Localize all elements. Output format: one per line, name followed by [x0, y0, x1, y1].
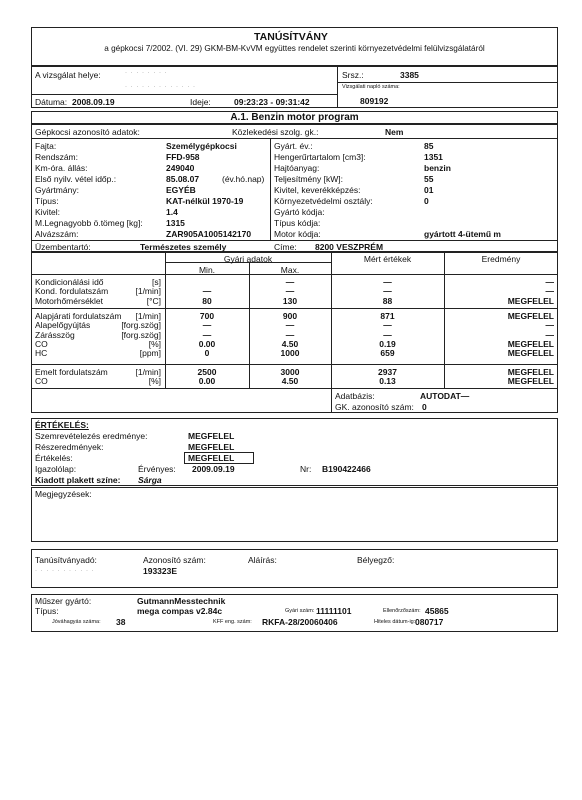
- measure-max-cell: 4.50: [281, 338, 299, 349]
- vehicle-left-value: 249040: [166, 163, 195, 173]
- measure-res-cell: —: [545, 286, 554, 297]
- certificate-label: Igazolólap:: [35, 464, 77, 474]
- visual-inspection-label: Szemrevételezés eredménye:: [35, 431, 148, 441]
- evaluation-title: ÉRTÉKELÉS:: [35, 420, 89, 430]
- stamp-label: Bélyegző:: [357, 555, 395, 565]
- vehicle-right-value: 85: [424, 141, 434, 151]
- vehicle-left-label: Első nyilv. vétel időp.:: [35, 174, 117, 184]
- vehicle-right-value: 0: [424, 196, 429, 206]
- kff-value: RKFA-28/20060406: [262, 617, 338, 627]
- measure-res-cell: MEGFELEL: [507, 348, 554, 359]
- vehicle-left-value: 1.4: [166, 207, 178, 217]
- id-number-value: 193323E: [143, 566, 178, 576]
- vehicle-right-label: Motor kódja:: [274, 229, 321, 239]
- database-label: Adatbázis:: [335, 391, 375, 401]
- measure-unit-cell: [1/min]: [135, 367, 161, 377]
- vehicle-right-value: gyártott 4-ütemű m: [424, 229, 501, 239]
- issuer-value: · · · · · · · · · · ·: [35, 568, 95, 574]
- measure-max-cell: 1000: [280, 348, 300, 359]
- vehicle-left-value: 85.08.07: [166, 174, 200, 184]
- vehicle-left-label: M.Legnagyobb ö.tömeg [kg]:: [35, 218, 143, 228]
- vehicle-right-label: Környezetvédelmi osztály:: [274, 196, 373, 206]
- serial-value: 11111101: [316, 606, 352, 616]
- vehicle-left-label: Fajta:: [35, 141, 57, 151]
- calibration-label: Hiteles dátum-ig:: [374, 619, 416, 625]
- vehicle-right-label: Gyártó kódja:: [274, 207, 325, 217]
- measure-unit-cell: [s]: [152, 277, 161, 287]
- operator-address-label: Címe:: [274, 242, 297, 252]
- cert-number-value: B190422466: [322, 464, 371, 474]
- vehicle-left-value: Személygépkocsi: [166, 141, 237, 151]
- instrument-maker-label: Műszer gyártó:: [35, 596, 92, 606]
- result-header: Eredmény: [481, 254, 521, 264]
- operator-address-value: 8200 VESZPRÉM: [315, 242, 384, 252]
- measure-res-cell: —: [545, 320, 554, 331]
- measure-res-cell: MEGFELEL: [507, 295, 554, 306]
- measure-unit-cell: [1/min]: [135, 311, 161, 321]
- cert-number-label: Nr:: [300, 464, 312, 474]
- log-value: 809192: [360, 96, 389, 106]
- measure-max-cell: —: [285, 329, 295, 340]
- measure-min-cell: 80: [202, 295, 212, 306]
- gk-id-label: GK. azonosító szám:: [335, 402, 414, 412]
- measure-max-cell: 3000: [280, 367, 300, 377]
- check-number-value: 45865: [425, 606, 449, 616]
- date-label: Dátuma:: [35, 97, 68, 107]
- vehicle-id-label: Gépkocsi azonosító adatok:: [35, 127, 140, 137]
- vehicle-right-label: Gyárt. év.:: [274, 141, 313, 151]
- measure-meas-cell: —: [383, 277, 392, 287]
- measure-res-cell: MEGFELEL: [507, 376, 554, 387]
- measure-unit-cell: [forg.szög]: [121, 329, 161, 340]
- check-number-label: Ellenőrzőszám:: [383, 608, 421, 614]
- vehicle-left-label: Alvázszám:: [35, 229, 79, 239]
- rating-value: MEGFELEL: [188, 453, 235, 463]
- measure-min-cell: 0.00: [198, 338, 216, 349]
- address-value: · · · · · · · · · · · · ·: [125, 84, 196, 90]
- vehicle-right-label: Hengerűrtartalom [cm3]:: [274, 152, 366, 162]
- measure-label-cell: Alapelőgyújtás: [35, 320, 91, 331]
- instrument-maker-value: GutmannMesstechnik: [137, 596, 226, 606]
- measure-min-cell: 700: [199, 311, 215, 321]
- document-subtitle: a gépkocsi 7/2002. (VI. 29) GKM-BM-KvVM együttes rendelet szerinti környezetvédelmi felülvizsgálatáról: [104, 44, 485, 53]
- measure-meas-cell: 659: [380, 348, 395, 359]
- measure-label-cell: CO: [35, 338, 48, 349]
- visual-inspection-value: MEGFELEL: [188, 431, 235, 441]
- operator-value: Természetes személy: [140, 242, 227, 252]
- vehicle-left-label: Km-óra. állás:: [35, 163, 88, 173]
- measure-unit-cell: [%]: [148, 376, 161, 387]
- vehicle-left-value: KAT-nélkül 1970-19: [166, 196, 244, 206]
- measure-min-cell: —: [202, 329, 212, 340]
- vehicle-left-label: Kivitel:: [35, 207, 61, 217]
- plate-color-label: Kiadott plakett színe:: [35, 475, 121, 485]
- measure-label-cell: Motorhőmérséklet: [35, 295, 104, 306]
- vehicle-right-value: 1351: [424, 152, 443, 162]
- service-vehicle-value: Nem: [385, 127, 404, 137]
- measure-meas-cell: —: [383, 320, 392, 331]
- factory-data-header: Gyári adatok: [223, 254, 273, 264]
- measure-unit-cell: [°C]: [146, 295, 161, 306]
- database-value: AUTODAT—: [420, 391, 470, 401]
- vehicle-left-label: Gyártmány:: [35, 185, 79, 195]
- vehicle-left-label: Típus:: [35, 196, 59, 206]
- signature-box: [31, 549, 558, 588]
- vehicle-right-label: Hajtóanyag:: [274, 163, 320, 173]
- place-label: A vizsgálat helye:: [35, 70, 101, 80]
- approval-value: 38: [116, 617, 126, 627]
- measured-header: Mért értékek: [363, 254, 412, 264]
- rating-label: Értékelés:: [35, 453, 73, 463]
- max-header: Max.: [280, 265, 300, 275]
- measure-label-cell: CO: [35, 376, 48, 387]
- measure-unit-cell: [ppm]: [139, 348, 161, 359]
- measure-max-cell: 4.50: [281, 376, 299, 387]
- valid-until-label: Érvényes:: [138, 464, 176, 474]
- signature-label: Aláírás:: [248, 555, 277, 565]
- document-title: TANÚSÍTVÁNY: [254, 31, 328, 43]
- gk-id-value: 0: [422, 402, 427, 412]
- operator-label: Üzembentartó:: [35, 242, 91, 252]
- measure-res-cell: MEGFELEL: [507, 367, 554, 377]
- measure-max-cell: —: [285, 286, 295, 297]
- measure-res-cell: —: [545, 277, 554, 287]
- vehicle-right-label: Kivitel, keverékképzés:: [274, 185, 361, 195]
- measure-meas-cell: 871: [380, 311, 395, 321]
- measure-max-cell: 130: [282, 295, 298, 306]
- measure-meas-cell: 2937: [378, 367, 397, 377]
- instrument-type-label: Típus:: [35, 606, 59, 616]
- vehicle-right-value: 55: [424, 174, 434, 184]
- measure-meas-cell: 0.13: [379, 376, 396, 387]
- measure-res-cell: —: [545, 329, 554, 340]
- measure-max-cell: —: [285, 320, 295, 331]
- id-number-label: Azonosító szám:: [143, 555, 206, 565]
- approval-label: Jóváhagyás száma:: [52, 619, 101, 625]
- vehicle-left-value: FFD-958: [166, 152, 200, 162]
- date-value: 2008.09.19: [72, 97, 115, 107]
- measure-label-cell: Kond. fordulatszám: [35, 286, 109, 297]
- valid-until-value: 2009.09.19: [192, 464, 235, 474]
- vehicle-left-value: 1315: [166, 218, 185, 228]
- measure-min-cell: 0.00: [198, 376, 216, 387]
- measure-min-cell: —: [202, 320, 212, 331]
- measure-unit-cell: [1/min]: [135, 286, 161, 297]
- vehicle-right-label: Teljesítmény [kW]:: [274, 174, 343, 184]
- time-value: 09:23:23 - 09:31:42: [234, 97, 310, 107]
- measure-label-cell: Emelt fordulatszám: [35, 367, 108, 377]
- partial-results-label: Részeredmények:: [35, 442, 104, 452]
- vehicle-right-value: benzin: [424, 163, 451, 173]
- program-title: A.1. Benzin motor program: [230, 112, 359, 123]
- plate-color-value: Sárga: [138, 475, 162, 485]
- measure-label-cell: Zárásszög: [35, 329, 75, 340]
- calibration-value: 080717: [415, 617, 444, 627]
- vehicle-left-value: ZAR905A1005142170: [166, 229, 252, 239]
- serial-label: Gyári szám:: [285, 608, 315, 614]
- vehicle-left-label: Rendszám:: [35, 152, 78, 162]
- srsz-label: Srsz.:: [342, 70, 364, 80]
- vehicle-left-value: EGYÉB: [166, 185, 196, 195]
- measure-min-cell: 0: [204, 348, 210, 359]
- vehicle-right-label: Típus kódja:: [274, 218, 321, 228]
- service-vehicle-label: Közlekedési szolg. gk.:: [232, 127, 319, 137]
- measure-label-cell: Kondicionálási idő: [35, 277, 104, 287]
- log-label: Vizsgálati napló száma:: [342, 84, 400, 90]
- vehicle-right-value: 01: [424, 185, 434, 195]
- measure-meas-cell: 88: [382, 295, 393, 306]
- kff-label: KFF eng. szám:: [213, 619, 252, 625]
- srsz-value: 3385: [400, 70, 419, 80]
- measure-unit-cell: [forg.szög]: [121, 320, 161, 331]
- measure-min-cell: 2500: [197, 367, 217, 377]
- instrument-type-value: mega compas v2.84c: [137, 606, 223, 616]
- date-format-hint: (év.hó.nap): [222, 174, 265, 184]
- measure-label-cell: HC: [35, 348, 48, 359]
- measure-meas-cell: —: [383, 286, 392, 297]
- time-label: Ideje:: [190, 97, 211, 107]
- measure-unit-cell: [%]: [148, 338, 161, 349]
- partial-results-value: MEGFELEL: [188, 442, 235, 452]
- min-header: Min.: [198, 265, 216, 275]
- measure-meas-cell: 0.19: [379, 338, 396, 349]
- measure-label-cell: Alapjárati fordulatszám: [35, 311, 122, 321]
- remarks-label: Megjegyzések:: [35, 489, 92, 499]
- measure-res-cell: MEGFELEL: [507, 311, 554, 321]
- measure-min-cell: —: [202, 286, 212, 297]
- place-value: · · · · · · · ·: [125, 70, 168, 76]
- measure-max-cell: 900: [282, 311, 298, 321]
- remarks-box: [31, 487, 558, 542]
- issuer-label: Tanúsítványadó:: [35, 555, 97, 565]
- measure-max-cell: —: [285, 277, 295, 287]
- measure-res-cell: MEGFELEL: [507, 338, 554, 349]
- measure-meas-cell: —: [383, 329, 392, 340]
